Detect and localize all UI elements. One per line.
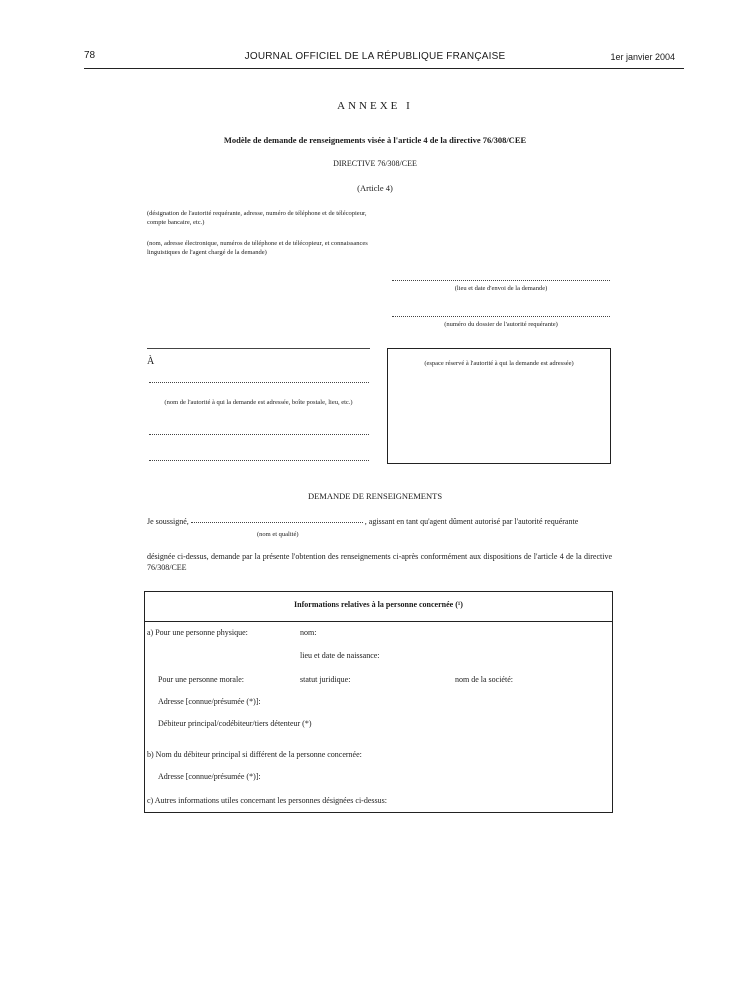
designee-paragraph: désignée ci-dessus, demande par la présente l'obtention des renseignements ci-après conformément aux dispositions de l'article 4 de la directive 76/308/CEE [147, 552, 612, 572]
recipient-dotted-line [149, 460, 369, 461]
soussigne-prefix: Je soussigné, [147, 517, 189, 526]
statut-field-label: statut juridique: [300, 675, 351, 684]
nom-societe-field-label: nom de la société: [455, 675, 513, 684]
soussigne-line [147, 517, 578, 526]
recipient-name-label: (nom de l'autorité à qui la demande est adressée, boîte postale, lieu, etc.) [164, 399, 353, 406]
personne-physique-label: a) Pour une personne physique: [147, 628, 248, 637]
directive-title: DIRECTIVE 76/308/CEE [333, 159, 417, 168]
article-ref: (Article 4) [357, 183, 393, 193]
recipient-rule [147, 348, 370, 349]
modele-title: Modèle de demande de renseignements visée à l'article 4 de la directive 76/308/CEE [223, 135, 527, 145]
personne-morale-label: Pour une personne morale: [158, 675, 244, 684]
nom-field-label: nom: [300, 628, 317, 637]
numero-dossier-label: (numéro du dossier de l'autorité requérante) [444, 321, 558, 328]
info-box-title: Informations relatives à la personne concernée (¹) [294, 600, 463, 609]
soussigne-dotted-line [191, 522, 363, 523]
reserved-space-label: (espace réservé à l'autorité à qui la demande est adressée) [424, 360, 574, 367]
requester-agent: (nom, adresse électronique, numéros de téléphone et de télécopieur, et connaissances linguistiques de l'agent chargé de la demande) [147, 240, 368, 256]
demande-title: DEMANDE DE RENSEIGNEMENTS [307, 491, 443, 501]
autres-informations-label: c) Autres informations utiles concernant les personnes désignées ci-dessus: [147, 796, 387, 805]
debiteur-field-label: Débiteur principal/codébiteur/tiers détenteur (*) [158, 719, 312, 728]
publication-date: 1er janvier 2004 [610, 52, 675, 62]
nom-debiteur-field-label: b) Nom du débiteur principal si différent de la personne concernée: [147, 750, 362, 759]
lieu-naissance-field-label: lieu et date de naissance: [300, 651, 380, 660]
header-rule [84, 68, 684, 69]
recipient-a-label: À [147, 356, 155, 367]
lieu-date-label: (lieu et date d'envoi de la demande) [454, 285, 548, 292]
page-number: 78 [84, 50, 96, 61]
annexe-title: ANNEXE I [337, 100, 413, 112]
requester-designation: (désignation de l'autorité requérante, adresse, numéro de téléphone et de télécopieur, compte bancaire, etc.) [147, 210, 367, 226]
lieu-date-dotted-line [392, 280, 610, 281]
adresse-field-label: Adresse [connue/présumée (*)]: [158, 697, 261, 706]
numero-dossier-dotted-line [392, 316, 610, 317]
nom-qualite-label: (nom et qualité) [257, 531, 299, 538]
adresse-b-field-label: Adresse [connue/présumée (*)]: [158, 772, 261, 781]
recipient-dotted-line [149, 382, 369, 383]
soussigne-suffix: , agissant en tant qu'agent dûment autorisé par l'autorité requérante [364, 517, 579, 526]
journal-title: JOURNAL OFFICIEL DE LA RÉPUBLIQUE FRANÇAISE [244, 51, 506, 62]
info-box-title-rule [144, 621, 613, 622]
recipient-dotted-line [149, 434, 369, 435]
